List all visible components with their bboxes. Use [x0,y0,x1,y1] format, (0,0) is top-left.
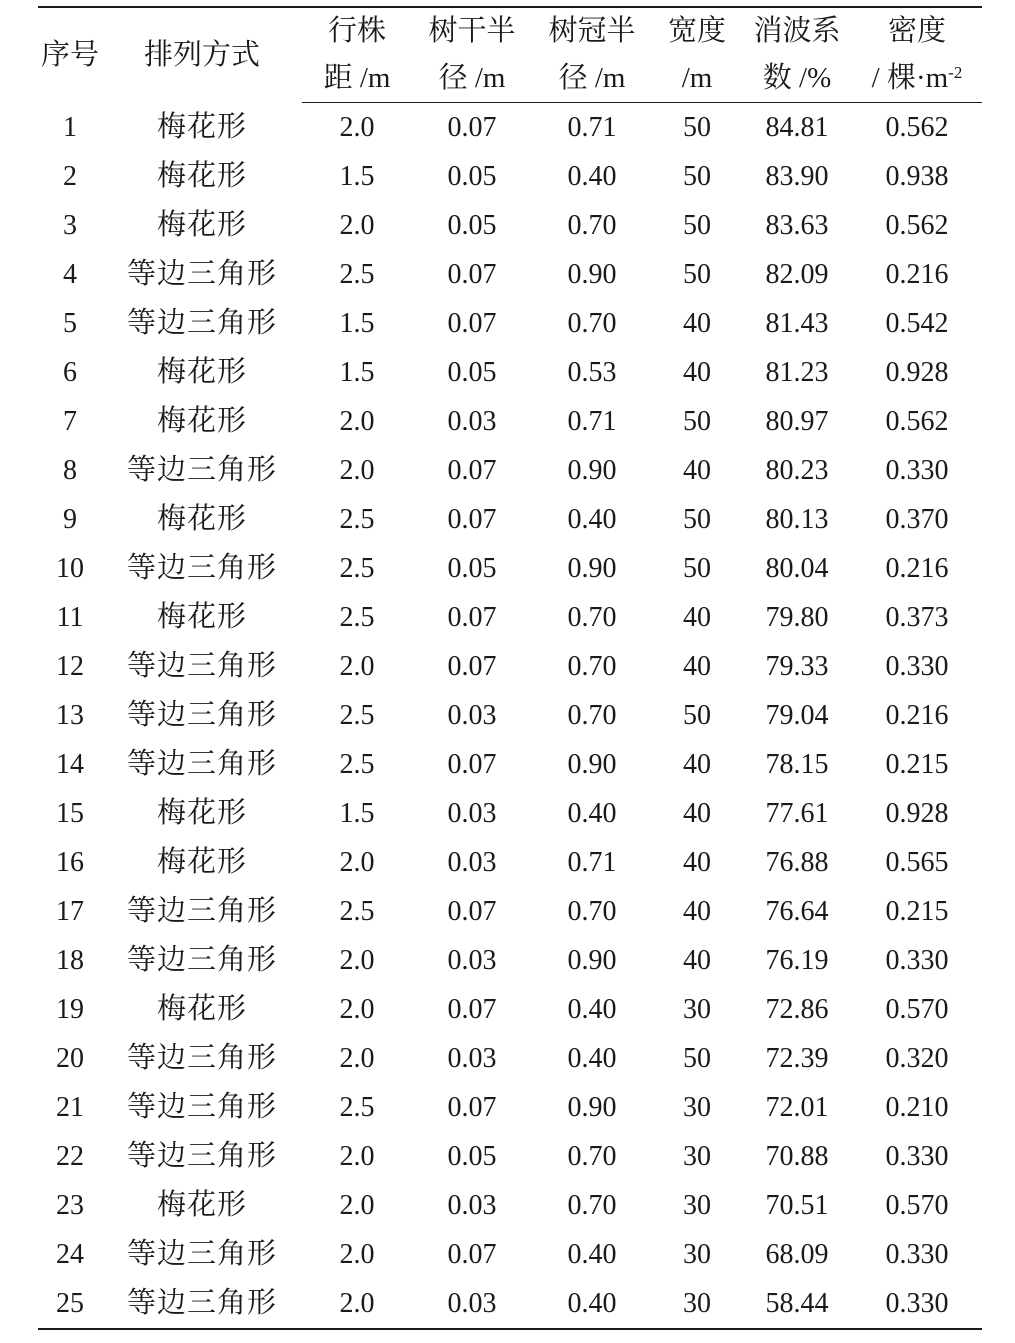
cell-method: 等边三角形 [126,1091,277,1123]
cell-trunk: 0.03 [447,798,497,829]
header-trunk-line1: 树干半 [412,7,532,55]
cell-width: 50 [683,406,711,437]
header-spacing-line1: 行株 [302,7,412,55]
cell-crown: 0.70 [567,896,617,927]
cell-coef: 80.23 [765,455,829,486]
header-row-top [38,7,982,55]
table-row [38,152,982,201]
table-row [38,887,982,936]
cell-density: 0.570 [885,1190,949,1221]
cell-width: 40 [683,651,711,682]
cell-method: 等边三角形 [126,552,277,584]
cell-density: 0.216 [885,553,949,584]
table-row [38,495,982,544]
cell-density: 0.542 [885,308,949,339]
cell-density: 0.928 [885,357,949,388]
cell-coef: 72.39 [765,1043,829,1074]
cell-method: 等边三角形 [126,454,277,486]
cell-coef: 83.90 [765,161,829,192]
cell-density: 0.330 [885,455,949,486]
table-row [38,740,982,789]
cell-trunk: 0.07 [447,651,497,682]
cell-method: 梅花形 [156,110,247,143]
cell-density: 0.216 [885,259,949,290]
cell-spacing: 2.5 [339,749,375,780]
cell-no: 18 [56,945,84,976]
table-row [38,642,982,691]
cell-width: 30 [652,1279,742,1329]
cell-no: 5 [63,308,77,339]
table-row [38,1132,982,1181]
cell-method: 梅花形 [156,993,247,1025]
cell-density: 0.373 [885,602,949,633]
table-row [38,397,982,446]
cell-coef: 72.86 [765,994,829,1025]
table-row [38,103,982,153]
cell-trunk: 0.07 [447,455,497,486]
cell-method: 等边三角形 [126,1042,277,1074]
cell-coef: 68.09 [765,1239,829,1270]
cell-no: 4 [63,259,77,290]
header-no: 序号 [38,7,102,103]
cell-no: 11 [56,602,84,633]
cell-width: 30 [683,1239,711,1270]
cell-crown: 0.71 [567,847,617,878]
cell-density: 0.330 [885,945,949,976]
table-row [38,691,982,740]
cell-crown: 0.40 [567,1239,617,1270]
cell-spacing: 2.5 [339,553,375,584]
cell-coef: 70.88 [765,1141,829,1172]
cell-no: 3 [63,210,77,241]
cell-trunk: 0.05 [447,210,497,241]
cell-crown: 0.40 [532,1279,652,1329]
cell-spacing: 2.5 [339,259,375,290]
header-width-line1: 宽度 [652,7,742,55]
cell-no: 21 [56,1092,84,1123]
cell-method: 等边三角形 [126,748,277,780]
cell-trunk: 0.05 [447,161,497,192]
cell-crown: 0.53 [567,357,617,388]
cell-no: 22 [56,1141,84,1172]
header-trunk-line2: 径 /m [412,55,532,103]
table-row [38,838,982,887]
cell-coef: 72.01 [765,1092,829,1123]
cell-crown: 0.70 [567,210,617,241]
cell-coef: 76.19 [765,945,829,976]
cell-width: 50 [683,1043,711,1074]
cell-width: 40 [683,602,711,633]
header-density-exponent: -2 [948,63,963,82]
header-coef-line2: 数 /% [742,55,852,103]
table-row [38,1279,982,1329]
cell-spacing: 2.0 [339,1190,375,1221]
cell-trunk: 0.03 [447,847,497,878]
data-table-container [38,6,982,1330]
cell-crown: 0.70 [567,602,617,633]
cell-crown: 0.90 [567,945,617,976]
cell-trunk: 0.07 [447,259,497,290]
cell-width: 30 [683,1190,711,1221]
cell-trunk: 0.05 [447,1141,497,1172]
cell-spacing: 2.5 [339,602,375,633]
cell-density: 0.330 [885,651,949,682]
cell-spacing: 2.0 [339,1043,375,1074]
cell-width: 50 [683,553,711,584]
cell-trunk: 0.03 [447,1043,497,1074]
cell-coef: 79.04 [765,700,829,731]
cell-width: 40 [683,308,711,339]
cell-spacing: 2.0 [339,406,375,437]
header-density-line2 [852,55,982,103]
table-row [38,985,982,1034]
cell-spacing: 2.0 [339,112,375,143]
cell-crown: 0.40 [567,1043,617,1074]
cell-method: 梅花形 [156,846,247,878]
cell-density: 0.565 [885,847,949,878]
cell-coef: 79.80 [765,602,829,633]
table-row [38,1083,982,1132]
cell-no: 23 [56,1190,84,1221]
header-density-unit: / 棵·m [871,62,949,94]
cell-spacing: 2.5 [339,896,375,927]
data-table [38,6,982,1330]
cell-spacing: 1.5 [339,798,375,829]
cell-no: 15 [56,798,84,829]
table-row [38,250,982,299]
table-row [38,299,982,348]
cell-density: 0.570 [885,994,949,1025]
cell-coef: 80.04 [765,553,829,584]
cell-density: 0.330 [885,1239,949,1270]
table-row [38,348,982,397]
cell-crown: 0.90 [567,455,617,486]
cell-method: 梅花形 [156,356,247,388]
cell-method: 等边三角形 [102,1279,302,1329]
cell-width: 50 [683,210,711,241]
cell-width: 50 [683,112,711,143]
table-row [38,593,982,642]
cell-spacing: 2.5 [339,504,375,535]
cell-coef: 81.43 [765,308,829,339]
cell-trunk: 0.03 [412,1279,532,1329]
cell-trunk: 0.03 [447,700,497,731]
cell-trunk: 0.07 [447,1092,497,1123]
cell-density: 0.928 [885,798,949,829]
table-row [38,1181,982,1230]
cell-no: 13 [56,700,84,731]
table-row [38,201,982,250]
cell-crown: 0.40 [567,798,617,829]
cell-width: 40 [683,945,711,976]
cell-crown: 0.71 [567,406,617,437]
cell-method: 梅花形 [156,405,247,437]
header-crown-line1: 树冠半 [532,7,652,55]
cell-method: 梅花形 [156,601,247,633]
cell-width: 30 [683,994,711,1025]
cell-no: 10 [56,553,84,584]
cell-density: 0.330 [852,1279,982,1329]
cell-spacing: 2.0 [339,1141,375,1172]
cell-width: 30 [683,1092,711,1123]
cell-trunk: 0.07 [447,308,497,339]
cell-width: 40 [683,749,711,780]
cell-spacing: 1.5 [339,357,375,388]
cell-density: 0.562 [885,210,949,241]
cell-no: 14 [56,749,84,780]
header-method: 排列方式 [102,7,302,103]
cell-coef: 80.13 [765,504,829,535]
header-coef-line1: 消波系 [742,7,852,55]
cell-no: 25 [38,1279,102,1329]
cell-crown: 0.70 [567,1141,617,1172]
cell-spacing: 2.0 [339,651,375,682]
table-row [38,789,982,838]
cell-method: 等边三角形 [126,1238,277,1270]
cell-no: 2 [63,161,77,192]
cell-trunk: 0.05 [447,553,497,584]
cell-trunk: 0.07 [447,749,497,780]
cell-method: 等边三角形 [126,895,277,927]
cell-density: 0.330 [885,1141,949,1172]
cell-crown: 0.90 [567,749,617,780]
cell-method: 梅花形 [156,209,247,241]
cell-spacing: 2.5 [339,700,375,731]
cell-density: 0.938 [885,161,949,192]
cell-no: 16 [56,847,84,878]
cell-crown: 0.40 [567,161,617,192]
cell-crown: 0.90 [567,553,617,584]
cell-width: 30 [683,1141,711,1172]
cell-width: 40 [683,896,711,927]
cell-crown: 0.90 [567,259,617,290]
cell-width: 40 [683,455,711,486]
table-row [38,544,982,593]
cell-spacing: 2.0 [302,1279,412,1329]
cell-coef: 81.23 [765,357,829,388]
cell-coef: 82.09 [765,259,829,290]
cell-method: 梅花形 [156,797,247,829]
cell-crown: 0.70 [567,1190,617,1221]
header-spacing-line2: 距 /m [302,55,412,103]
cell-trunk: 0.05 [447,357,497,388]
cell-spacing: 1.5 [339,161,375,192]
table-body [38,103,982,1330]
cell-spacing: 2.0 [339,847,375,878]
cell-coef: 84.81 [765,112,829,143]
cell-trunk: 0.03 [447,1190,497,1221]
cell-crown: 0.40 [567,994,617,1025]
cell-trunk: 0.07 [447,602,497,633]
cell-spacing: 2.0 [339,994,375,1025]
cell-coef: 70.51 [765,1190,829,1221]
cell-spacing: 2.0 [339,945,375,976]
cell-width: 40 [683,357,711,388]
cell-no: 1 [63,111,77,143]
cell-width: 40 [683,847,711,878]
cell-crown: 0.70 [567,700,617,731]
cell-coef: 76.64 [765,896,829,927]
cell-density: 0.216 [885,700,949,731]
cell-trunk: 0.07 [447,112,497,143]
cell-spacing: 2.0 [339,455,375,486]
cell-coef: 80.97 [765,406,829,437]
cell-coef: 83.63 [765,210,829,241]
cell-coef: 79.33 [765,651,829,682]
cell-method: 梅花形 [156,160,247,192]
cell-method: 等边三角形 [126,944,277,976]
cell-width: 50 [683,700,711,731]
cell-no: 7 [63,406,77,437]
cell-coef: 76.88 [765,847,829,878]
cell-trunk: 0.07 [447,1239,497,1270]
cell-no: 8 [63,455,77,486]
cell-density: 0.215 [885,896,949,927]
cell-width: 50 [683,504,711,535]
cell-width: 50 [683,259,711,290]
cell-density: 0.320 [885,1043,949,1074]
cell-crown: 0.90 [567,1092,617,1123]
cell-crown: 0.70 [567,308,617,339]
cell-crown: 0.71 [567,112,617,143]
table-row [38,1034,982,1083]
cell-method: 等边三角形 [126,307,277,339]
cell-trunk: 0.07 [447,896,497,927]
cell-trunk: 0.07 [447,994,497,1025]
table-row [38,1230,982,1279]
cell-spacing: 2.0 [339,1239,375,1270]
cell-density: 0.210 [885,1092,949,1123]
cell-no: 9 [63,504,77,535]
cell-method: 梅花形 [156,503,247,535]
table-row [38,446,982,495]
cell-method: 梅花形 [156,1189,247,1221]
header-width-line2: /m [652,55,742,103]
table-row [38,936,982,985]
cell-coef: 77.61 [765,798,829,829]
cell-crown: 0.70 [567,651,617,682]
cell-no: 6 [63,357,77,388]
cell-width: 50 [683,161,711,192]
cell-no: 12 [56,651,84,682]
header-density-line1: 密度 [852,7,982,55]
cell-density: 0.562 [885,112,949,143]
cell-coef: 58.44 [742,1279,852,1329]
cell-trunk: 0.03 [447,406,497,437]
header-crown-line2: 径 /m [532,55,652,103]
cell-crown: 0.40 [567,504,617,535]
cell-no: 17 [56,896,84,927]
cell-trunk: 0.03 [447,945,497,976]
cell-width: 40 [683,798,711,829]
cell-no: 20 [56,1043,84,1074]
cell-density: 0.562 [885,406,949,437]
cell-spacing: 2.5 [339,1092,375,1123]
cell-method: 等边三角形 [126,650,277,682]
cell-method: 等边三角形 [126,699,277,731]
cell-trunk: 0.07 [447,504,497,535]
cell-method: 等边三角形 [126,1140,277,1172]
cell-spacing: 2.0 [339,210,375,241]
cell-density: 0.370 [885,504,949,535]
cell-coef: 78.15 [765,749,829,780]
cell-density: 0.215 [885,749,949,780]
cell-spacing: 1.5 [339,308,375,339]
cell-no: 24 [56,1239,84,1270]
cell-no: 19 [56,994,84,1025]
cell-method: 等边三角形 [126,258,277,290]
